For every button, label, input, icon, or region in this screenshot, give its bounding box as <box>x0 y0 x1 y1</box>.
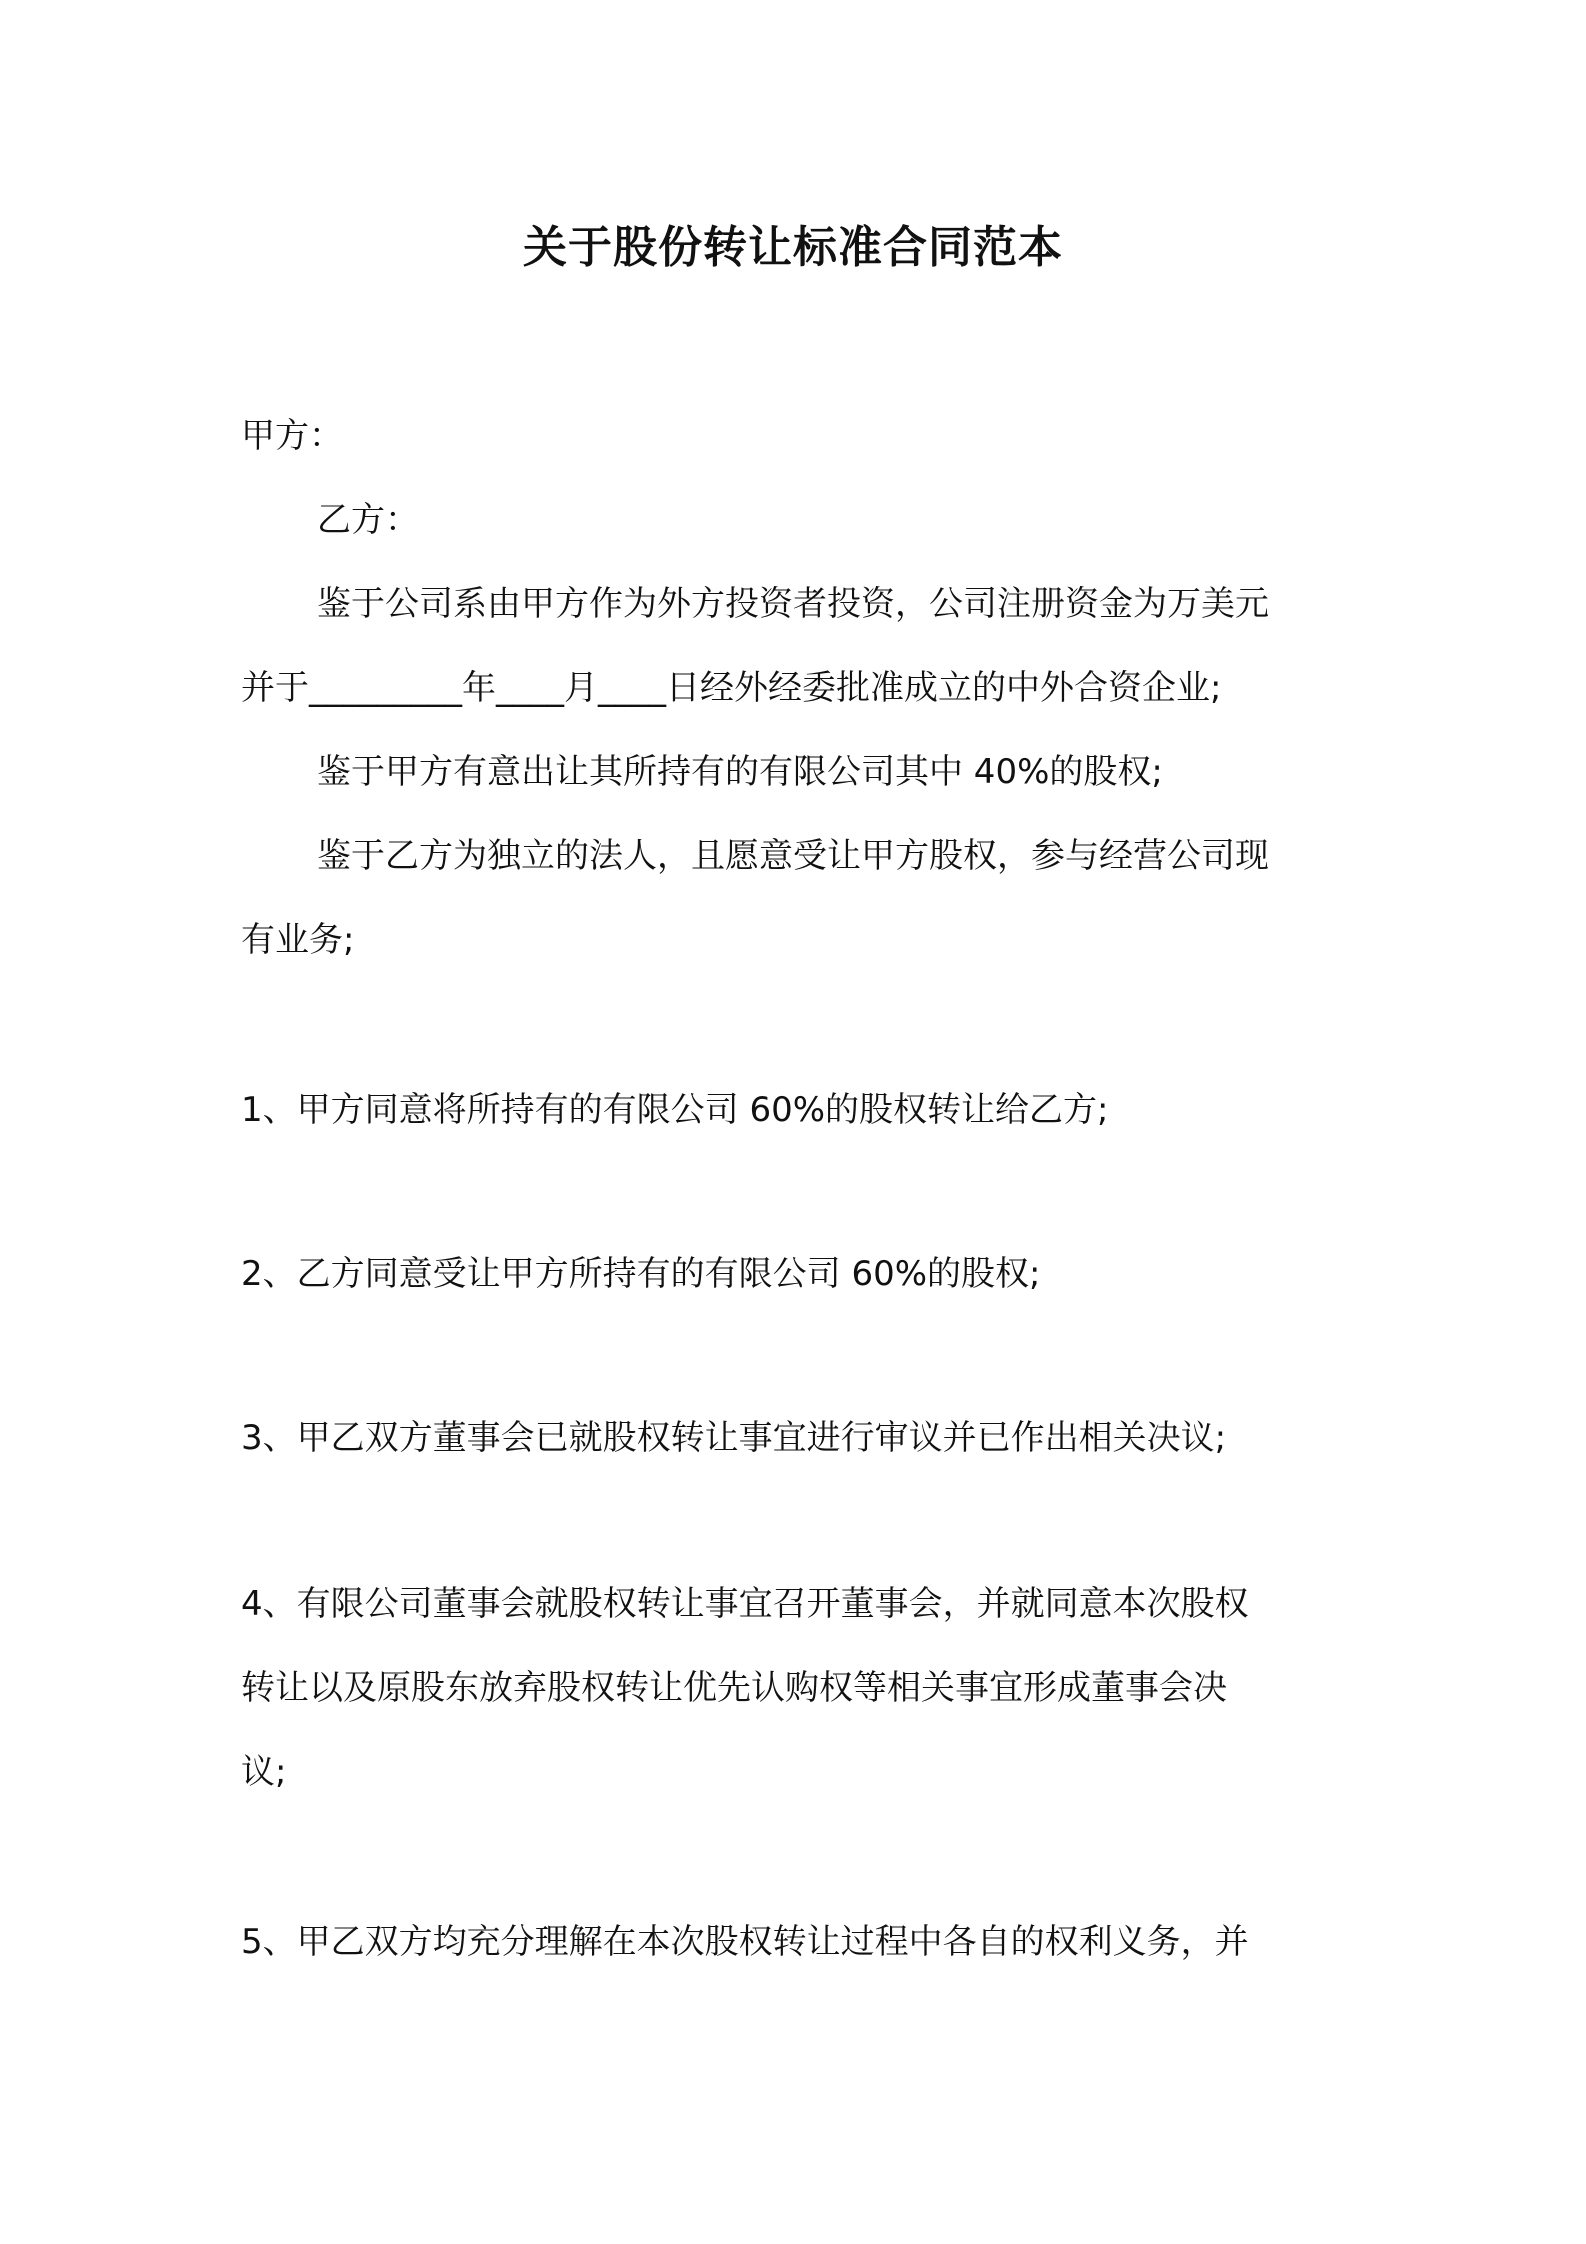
clause-1: 1、甲方同意将所持有的有限公司 60%的股权转让给乙方; <box>241 1090 1109 1130</box>
party-b-label: 乙方： <box>317 500 419 540</box>
clause-4-line-1: 4、有限公司董事会就股权转让事宜召开董事会，并就同意本次股权 <box>241 1584 1249 1624</box>
clause-3: 3、甲乙双方董事会已就股权转让事宜进行审议并已作出相关决议; <box>241 1418 1227 1458</box>
recital-1-line-2: 并于_________年____月____日经外经委批准成立的中外合资企业; <box>241 668 1222 708</box>
recital-1-line-1: 鉴于公司系由甲方作为外方投资者投资，公司注册资金为万美元 <box>317 584 1269 624</box>
clause-4-line-3: 议; <box>241 1752 287 1792</box>
party-a-label: 甲方： <box>241 416 343 456</box>
page-title: 关于股份转让标准合同范本 <box>523 222 1063 273</box>
recital-3-line-2: 有业务; <box>241 920 355 960</box>
clause-2: 2、乙方同意受让甲方所持有的有限公司 60%的股权; <box>241 1254 1041 1294</box>
recital-2: 鉴于甲方有意出让其所持有的有限公司其中 40%的股权; <box>317 752 1163 792</box>
clause-4-line-2: 转让以及原股东放弃股权转让优先认购权等相关事宜形成董事会决 <box>241 1668 1227 1708</box>
recital-3-line-1: 鉴于乙方为独立的法人，且愿意受让甲方股权，参与经营公司现 <box>317 836 1269 876</box>
clause-5-line-1: 5、甲乙双方均充分理解在本次股权转让过程中各自的权利义务，并 <box>241 1922 1249 1962</box>
